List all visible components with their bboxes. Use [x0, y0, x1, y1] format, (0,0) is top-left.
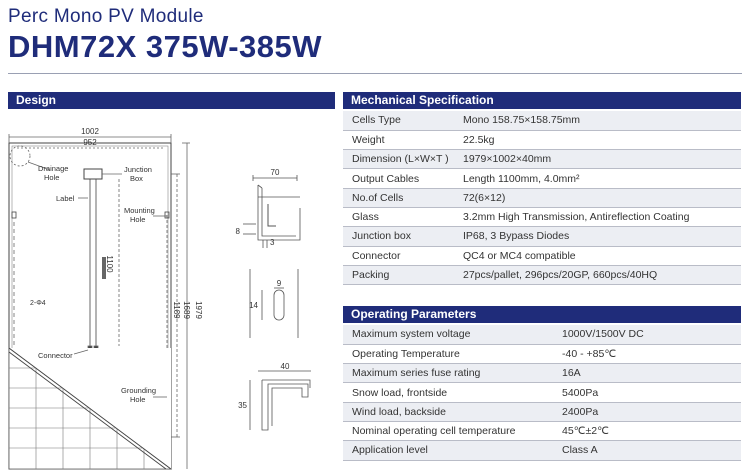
product-subtitle: Perc Mono PV Module: [8, 6, 204, 27]
junction-box: [84, 169, 102, 179]
hole-note: 2-Φ4: [30, 300, 46, 307]
design-drawing: [0, 112, 340, 470]
mechanical-spec-row: [343, 227, 741, 246]
operating-param-value: 2400Pa: [553, 402, 741, 421]
mechanical-spec-row: [343, 265, 741, 284]
mechanical-spec-row: [343, 111, 741, 130]
mechanical-spec-label: Glass: [343, 207, 454, 226]
callout-junction: Junction Box: [124, 165, 152, 183]
callout-connector: Connector: [38, 351, 73, 360]
mechanical-spec-value: 72(6×12): [454, 188, 741, 207]
dim-section-40: 40: [280, 362, 290, 371]
dim-height-b: 1689: [182, 301, 191, 319]
mechanical-spec-value: 22.5kg: [454, 130, 741, 149]
operating-param-label: Operating Temperature: [343, 344, 553, 363]
operating-param-row: [343, 402, 741, 421]
mechanical-spec-value: IP68, 3 Bypass Diodes: [454, 227, 741, 246]
operating-params-table: [343, 325, 741, 461]
mechanical-spec-label: Junction box: [343, 227, 454, 246]
mechanical-spec-value: QC4 or MC4 compatible: [454, 246, 741, 265]
dim-inner-width: 952: [83, 138, 97, 147]
mechanical-spec-value: Mono 158.75×158.75mm: [454, 111, 741, 130]
dim-hole-9: 9: [276, 279, 282, 288]
mechanical-spec-label: Output Cables: [343, 169, 454, 188]
header-divider: [8, 73, 742, 74]
mechanical-spec-label: Connector: [343, 246, 454, 265]
operating-param-value: 1000V/1500V DC: [553, 325, 741, 344]
operating-param-value: 45℃±2℃: [553, 421, 741, 440]
operating-param-value: 16A: [553, 364, 741, 383]
operating-param-label: Wind load, backside: [343, 402, 553, 421]
operating-param-row: [343, 441, 741, 460]
mechanical-spec-row: [343, 169, 741, 188]
dim-frame-8: 8: [235, 227, 240, 236]
dim-total-width: 1002: [81, 127, 99, 136]
dim-height-c: 1189: [172, 301, 181, 319]
mechanical-spec-value: Length 1100mm, 4.0mm²: [454, 169, 741, 188]
frame-section-detail: [250, 371, 311, 430]
mechanical-spec-table: [343, 111, 741, 285]
operating-param-row: [343, 344, 741, 363]
operating-param-value: Class A: [553, 441, 741, 460]
callout-mounting: Mounting Hole: [124, 206, 155, 224]
operating-param-label: Maximum series fuse rating: [343, 364, 553, 383]
operating-param-label: Nominal operating cell temperature: [343, 421, 553, 440]
mechanical-spec-row: [343, 246, 741, 265]
operating-param-row: [343, 364, 741, 383]
mechanical-spec-row: [343, 188, 741, 207]
operating-param-row: [343, 325, 741, 344]
callout-grounding: Grounding Hole: [121, 386, 157, 404]
mechanical-spec-value: 27pcs/pallet, 296pcs/20GP, 660pcs/40HQ: [454, 265, 741, 284]
operating-param-row: [343, 383, 741, 402]
mechanical-spec-row: [343, 130, 741, 149]
operating-section-header: Operating Parameters: [343, 306, 741, 323]
dim-frame-70: 70: [270, 168, 280, 177]
mechanical-spec-label: Packing: [343, 265, 454, 284]
operating-param-row: [343, 421, 741, 440]
dim-section-35: 35: [238, 401, 247, 410]
dim-cable-length: 1100: [105, 255, 114, 273]
dim-hole-14: 14: [249, 301, 258, 310]
mechanical-spec-row: [343, 207, 741, 226]
mechanical-spec-value: 1979×1002×40mm: [454, 150, 741, 169]
operating-param-value: -40 - +85℃: [553, 344, 741, 363]
operating-param-label: Application level: [343, 441, 553, 460]
mechanical-spec-label: Dimension (L×W×T ): [343, 150, 454, 169]
mechanical-spec-label: No.of Cells: [343, 188, 454, 207]
mechanical-section-header: Mechanical Specification: [343, 92, 741, 109]
mechanical-spec-label: Cells Type: [343, 111, 454, 130]
mechanical-spec-label: Weight: [343, 130, 454, 149]
design-section-header: Design: [8, 92, 335, 109]
callout-label: Label: [56, 194, 75, 203]
operating-param-label: Snow load, frontside: [343, 383, 553, 402]
callout-drainage: Drainage Hole: [38, 164, 69, 182]
product-model-title: DHM72X 375W-385W: [8, 29, 323, 64]
dim-frame-3: 3: [270, 238, 275, 247]
mechanical-spec-row: [343, 150, 741, 169]
drainage-hole-marker: [10, 146, 30, 166]
mechanical-spec-value: 3.2mm High Transmission, Antireflection Coating: [454, 207, 741, 226]
operating-param-value: 5400Pa: [553, 383, 741, 402]
operating-param-label: Maximum system voltage: [343, 325, 553, 344]
dim-total-height: 1979: [194, 301, 203, 319]
